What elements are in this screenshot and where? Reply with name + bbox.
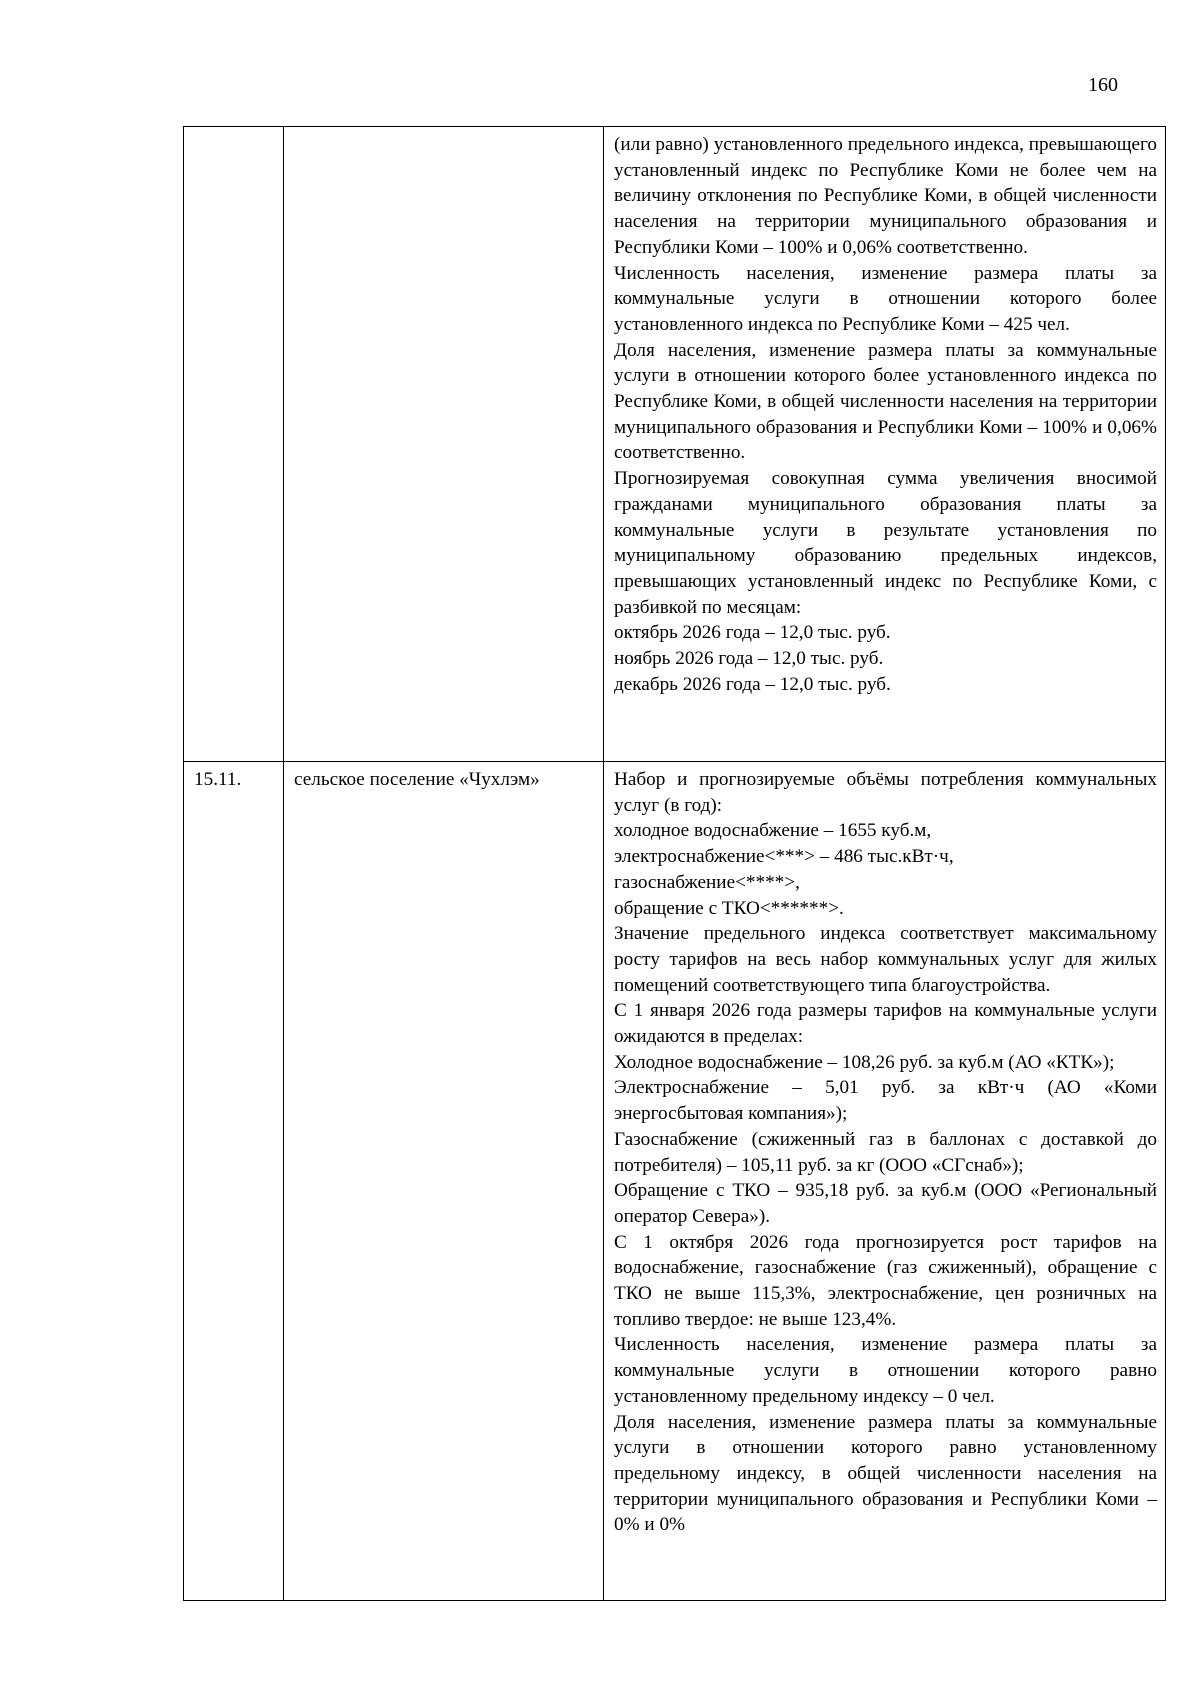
paragraph: электроснабжение<***> – 486 тыс.кВт·ч,: [614, 846, 954, 868]
municipality-cell: сельское поселение «Чухлэм»: [284, 762, 604, 1601]
row-number-cell: 15.11.: [184, 762, 284, 1601]
paragraph: Электроснабжение – 5,01 руб. за кВт·ч (АО «Коми энергосбытовая компания»);: [614, 1077, 1157, 1125]
description-cell: [604, 762, 1166, 1601]
paragraph: Прогнозируемая совокупная сумма увеличения вносимой гражданами муниципального образования платы за коммунальные услуги в результате установления по муниципальному образованию предельных индексов, превышающих установленный индекс по Республике Коми, с разбивкой по месяцам:: [614, 468, 1157, 618]
paragraph: Газоснабжение (сжиженный газ в баллонах с доставкой до потребителя) – 105,11 руб. за кг (ООО «СГснаб»);: [614, 1128, 1157, 1176]
paragraph: Доля населения, изменение размера платы за коммунальные услуги в отношении которого более установленного индекса по Республике Коми, в общей численности населения на территории муниципального образования и Республики Коми – 100% и 0,06% соответственно.: [614, 339, 1157, 464]
paragraph: Доля населения, изменение размера платы за коммунальные услуги в отношении которого равно установленному предельному индексу, в общей численности населения на территории муниципального образования и Республики Коми – 0% и 0%: [614, 1411, 1157, 1536]
paragraph: С 1 января 2026 года размеры тарифов на коммунальные услуги ожидаются в пределах:: [614, 1000, 1157, 1048]
paragraph: холодное водоснабжение – 1655 куб.м,: [614, 820, 932, 842]
paragraph: (или равно) установленного предельного индекса, превышающего установленный индекс по Республике Коми не более чем на величину отклонения по Республике Коми, в общей численности населения на территории муниципального образования и Республики Коми – 100% и 0,06% соответственно.: [614, 134, 1157, 258]
paragraph: Набор и прогнозируемые объёмы потребления коммунальных услуг (в год):: [614, 769, 1157, 816]
paragraph: октябрь 2026 года – 12,0 тыс. руб.: [614, 622, 891, 644]
paragraph: Холодное водоснабжение – 108,26 руб. за куб.м (АО «КТК»);: [614, 1051, 1115, 1073]
paragraph: газоснабжение<****>,: [614, 871, 800, 893]
tariff-table: [183, 126, 1166, 1601]
paragraph: обращение с ТКО<******>.: [614, 897, 844, 919]
paragraph: Численность населения, изменение размера платы за коммунальные услуги в отношении которого равно установленному предельному индексу – 0 чел.: [614, 1334, 1157, 1407]
paragraph: декабрь 2026 года – 12,0 тыс. руб.: [614, 673, 891, 695]
description-cell: [604, 127, 1166, 762]
paragraph: Численность населения, изменение размера платы за коммунальные услуги в отношении которого более установленного индекса по Республике Коми – 425 чел.: [614, 262, 1157, 335]
municipality-cell: [284, 127, 604, 762]
paragraph: Обращение с ТКО – 935,18 руб. за куб.м (ООО «Региональный оператор Севера»).: [614, 1180, 1157, 1227]
paragraph: С 1 октября 2026 года прогнозируется рост тарифов на водоснабжение, газоснабжение (газ сжиженный), обращение с ТКО не выше 115,3%, электроснабжение, цен розничных на топливо твердое: не выше 123,4%.: [614, 1231, 1157, 1330]
table-row: [184, 127, 1166, 762]
table-row: [184, 762, 1166, 1601]
paragraph: Значение предельного индекса соответствует максимальному росту тарифов на весь набор коммунальных услуг для жилых помещений соответствующего типа благоустройства.: [614, 923, 1157, 996]
page-number: 160: [1088, 74, 1118, 96]
row-number-cell: [184, 127, 284, 762]
paragraph: ноябрь 2026 года – 12,0 тыс. руб.: [614, 648, 884, 670]
